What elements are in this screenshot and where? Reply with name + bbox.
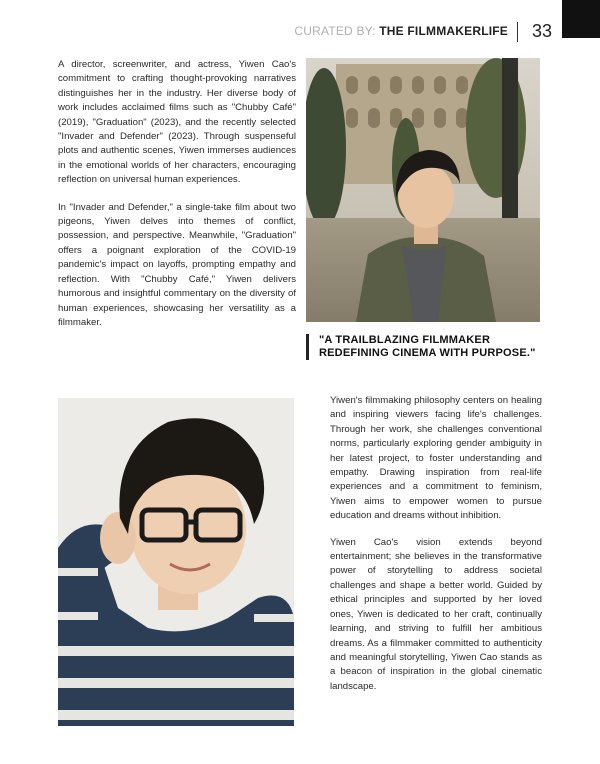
pull-quote	[306, 334, 555, 360]
left-paragraph-2: In "Invader and Defender," a single-take film about two pigeons, Yiwen delves into themes of conflict, possession, and perspective. Meanwhile, "Graduation" offers a poignant exploration of the COVID-19 pandemic's impact on layoffs, prompting empathy and reflection. With "Chubby Café," Yiwen delivers humorous and insightful commentary on the diversity of human experiences, showcasing her versatility as a filmmaker.	[58, 201, 296, 328]
curated-by-prefix: CURATED BY:	[294, 24, 380, 38]
pull-quote-text: "A TRAILBLAZING FILMMAKER REDEFINING CINEMA WITH PURPOSE."	[319, 334, 536, 359]
portrait-photo-glasses	[58, 398, 294, 726]
corner-accent-block	[562, 0, 600, 38]
portrait-photo-street	[306, 58, 540, 322]
brand-name: THE FILMMAKERLIFE	[379, 24, 508, 38]
right-paragraph-1: Yiwen's filmmaking philosophy centers on healing and inspiring viewers facing life's challenges. Through her work, she challenges conventional norms, particularly exploring gender ambiguity in her latest project, to foster understanding and empathy. Drawing inspiration from real-life experiences and a commitment to feminism, Yiwen aims to empower women to pursue education and dreams without inhibition.	[330, 395, 542, 522]
right-column	[330, 394, 542, 694]
portrait-photo-street-illustration	[306, 58, 540, 322]
portrait-photo-glasses-illustration	[58, 398, 294, 726]
left-column	[58, 58, 296, 330]
curated-by-label	[294, 24, 508, 38]
left-paragraph-1: A director, screenwriter, and actress, Yiwen Cao's commitment to crafting thought-provoking narratives distinguishes her in the industry. Her diverse body of work includes acclaimed films such as "Chubby Café" (2019), "Graduation" (2023), and the recently selected "Invader and Defender" (2023). Through suspenseful plots and authentic scenes, Yiwen immerses audiences in the emotional worlds of her characters, encouraging reflection on universal human experiences.	[58, 59, 296, 186]
header-divider	[517, 22, 518, 42]
page-number: 33	[531, 21, 552, 41]
right-paragraph-2: Yiwen Cao's vision extends beyond entertainment; she believes in the transformative power of storytelling to address societal challenges and shape a better world. Guided by ethical principles and supported by her loved ones, Yiwen is dedicated to her craft, continually learning, and striving to fulfill her ambitious dreams. As a filmmaker committed to authenticity and meaningful storytelling, Yiwen Cao stands as a beacon of inspiration in the global cinematic landscape.	[330, 536, 542, 692]
page-header	[294, 20, 600, 44]
